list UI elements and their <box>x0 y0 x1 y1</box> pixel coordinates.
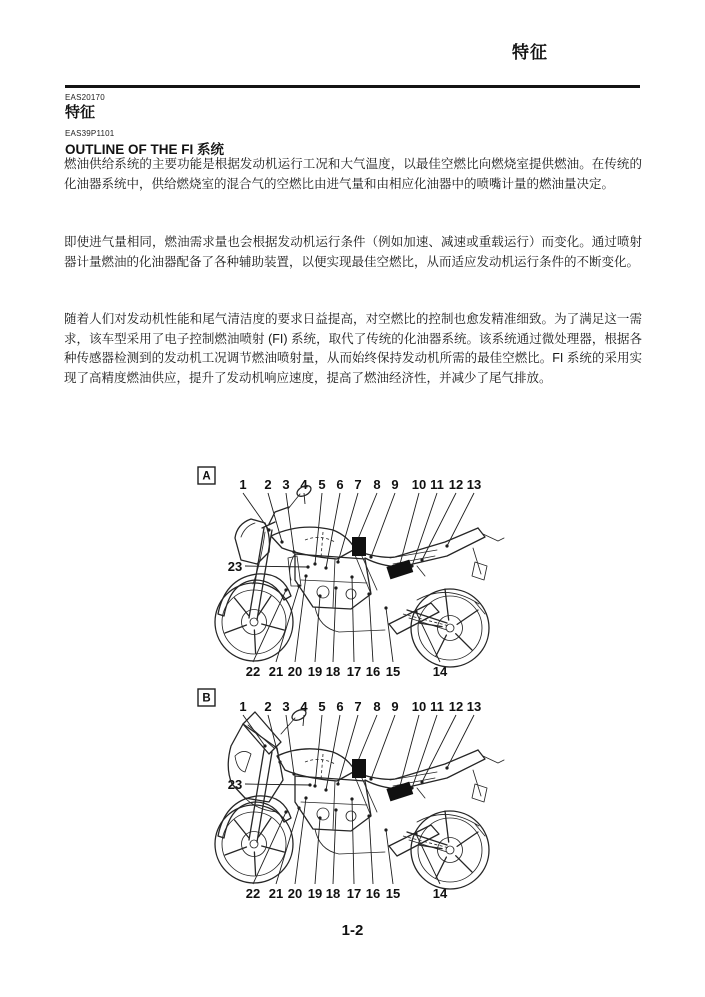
callout-label-21: 21 <box>268 664 284 679</box>
callout-label-12: 12 <box>448 699 464 714</box>
callout-label-17: 17 <box>346 886 362 901</box>
figure-b-diagram <box>185 684 515 906</box>
rear-wheel <box>411 589 489 667</box>
callout-label-2: 2 <box>264 699 272 714</box>
motorcycle-drawing-naked <box>215 484 504 667</box>
figure-b-tag-label: B <box>202 692 211 705</box>
callout-label-4: 4 <box>300 477 308 492</box>
figure-a-callouts-bottom <box>246 664 448 679</box>
callout-label-1: 1 <box>239 699 247 714</box>
callout-label-23: 23 <box>227 777 243 792</box>
callout-label-20: 20 <box>287 886 303 901</box>
callout-label-16: 16 <box>365 886 381 901</box>
component-box-mid <box>352 759 366 778</box>
callout-label-2: 2 <box>264 477 272 492</box>
figure-a-diagram <box>185 462 515 684</box>
callout-label-5: 5 <box>318 699 326 714</box>
callout-label-3: 3 <box>282 699 290 714</box>
callout-label-8: 8 <box>373 477 381 492</box>
callout-label-6: 6 <box>336 699 344 714</box>
callout-label-7: 7 <box>354 477 362 492</box>
callout-label-8: 8 <box>373 699 381 714</box>
callout-label-3: 3 <box>282 477 290 492</box>
callout-label-15: 15 <box>385 886 401 901</box>
section-title-outline-fi: OUTLINE OF THE FI 系统 <box>65 142 224 157</box>
callout-label-16: 16 <box>365 664 381 679</box>
callout-label-21: 21 <box>268 886 284 901</box>
callout-label-23: 23 <box>227 559 243 574</box>
section-code-2: EAS39P1101 <box>65 129 115 138</box>
figure-a-callouts-top <box>239 477 481 492</box>
callout-label-7: 7 <box>354 699 362 714</box>
callout-label-18: 18 <box>325 664 341 679</box>
paragraph-fuel-supply: 燃油供给系统的主要功能是根据发动机运行工况和大气温度，以最佳空燃比向燃烧室提供燃油。在传统的化油器系统中，供给燃烧室的混合气的空燃比由进气量和由相应化油器中的喷嘴计量的燃油量决定。 <box>64 157 642 191</box>
callout-label-11: 11 <box>430 699 444 714</box>
callout-label-9: 9 <box>391 699 399 714</box>
callout-label-14: 14 <box>432 664 448 679</box>
figure-a-tag-label: A <box>202 470 211 483</box>
paragraph-fi-system: 随着人们对发动机性能和尾气清洁度的要求日益提高，对空燃比的控制也愈发精准细致。为了满足这一需求，该车型采用了电子控制燃油喷射 (FI) 系统，取代了传统的化油器系统。该系统通过微处理器，根据各种传感器检测到的发动机工况调节燃油喷射量，从而始终保持发动机所需的最佳空燃比。FI 系统的采用实现了高精度燃油供应，提升了发动机响应速度，提高了燃油经济性，并减少了尾气排放。 <box>64 312 642 385</box>
figure-b-callouts-bottom <box>246 886 448 901</box>
section-title-features: 特征 <box>65 104 96 121</box>
paragraph-intake-volume: 即使进气量相同，燃油需求量也会根据发动机运行条件（例如加速、减速或重载运行）而变化。通过喷射器计量燃油的化油器配备了各种辅助装置，以便实现最佳空燃比，从而适应发动机运行条件的不断变化。 <box>64 235 642 269</box>
callout-label-22: 22 <box>245 664 261 679</box>
header-rule <box>65 85 640 88</box>
component-box-mid <box>352 537 366 556</box>
callout-label-19: 19 <box>307 664 323 679</box>
callout-label-9: 9 <box>391 477 399 492</box>
section-code-1: EAS20170 <box>65 93 105 102</box>
callout-label-14: 14 <box>432 886 448 901</box>
callout-label-19: 19 <box>307 886 323 901</box>
callout-label-12: 12 <box>448 477 464 492</box>
callout-label-22: 22 <box>245 886 261 901</box>
figure-b-callouts-top <box>239 699 481 714</box>
callout-label-4: 4 <box>300 699 308 714</box>
motorcycle-drawing-faired <box>215 708 504 889</box>
callout-label-13: 13 <box>466 699 482 714</box>
figure-a-tag <box>198 467 215 484</box>
callout-label-5: 5 <box>318 477 326 492</box>
callout-label-13: 13 <box>466 477 482 492</box>
callout-label-1: 1 <box>239 477 247 492</box>
page-number: 1-2 <box>341 922 364 939</box>
callout-label-15: 15 <box>385 664 401 679</box>
running-header-title: 特征 <box>512 43 548 62</box>
callout-label-6: 6 <box>336 477 344 492</box>
rear-wheel <box>411 811 489 889</box>
callout-label-20: 20 <box>287 664 303 679</box>
callout-label-18: 18 <box>325 886 341 901</box>
callout-label-10: 10 <box>411 477 427 492</box>
callout-label-10: 10 <box>411 699 427 714</box>
callout-label-11: 11 <box>430 477 444 492</box>
callout-label-17: 17 <box>346 664 362 679</box>
figure-b-tag <box>198 689 215 706</box>
